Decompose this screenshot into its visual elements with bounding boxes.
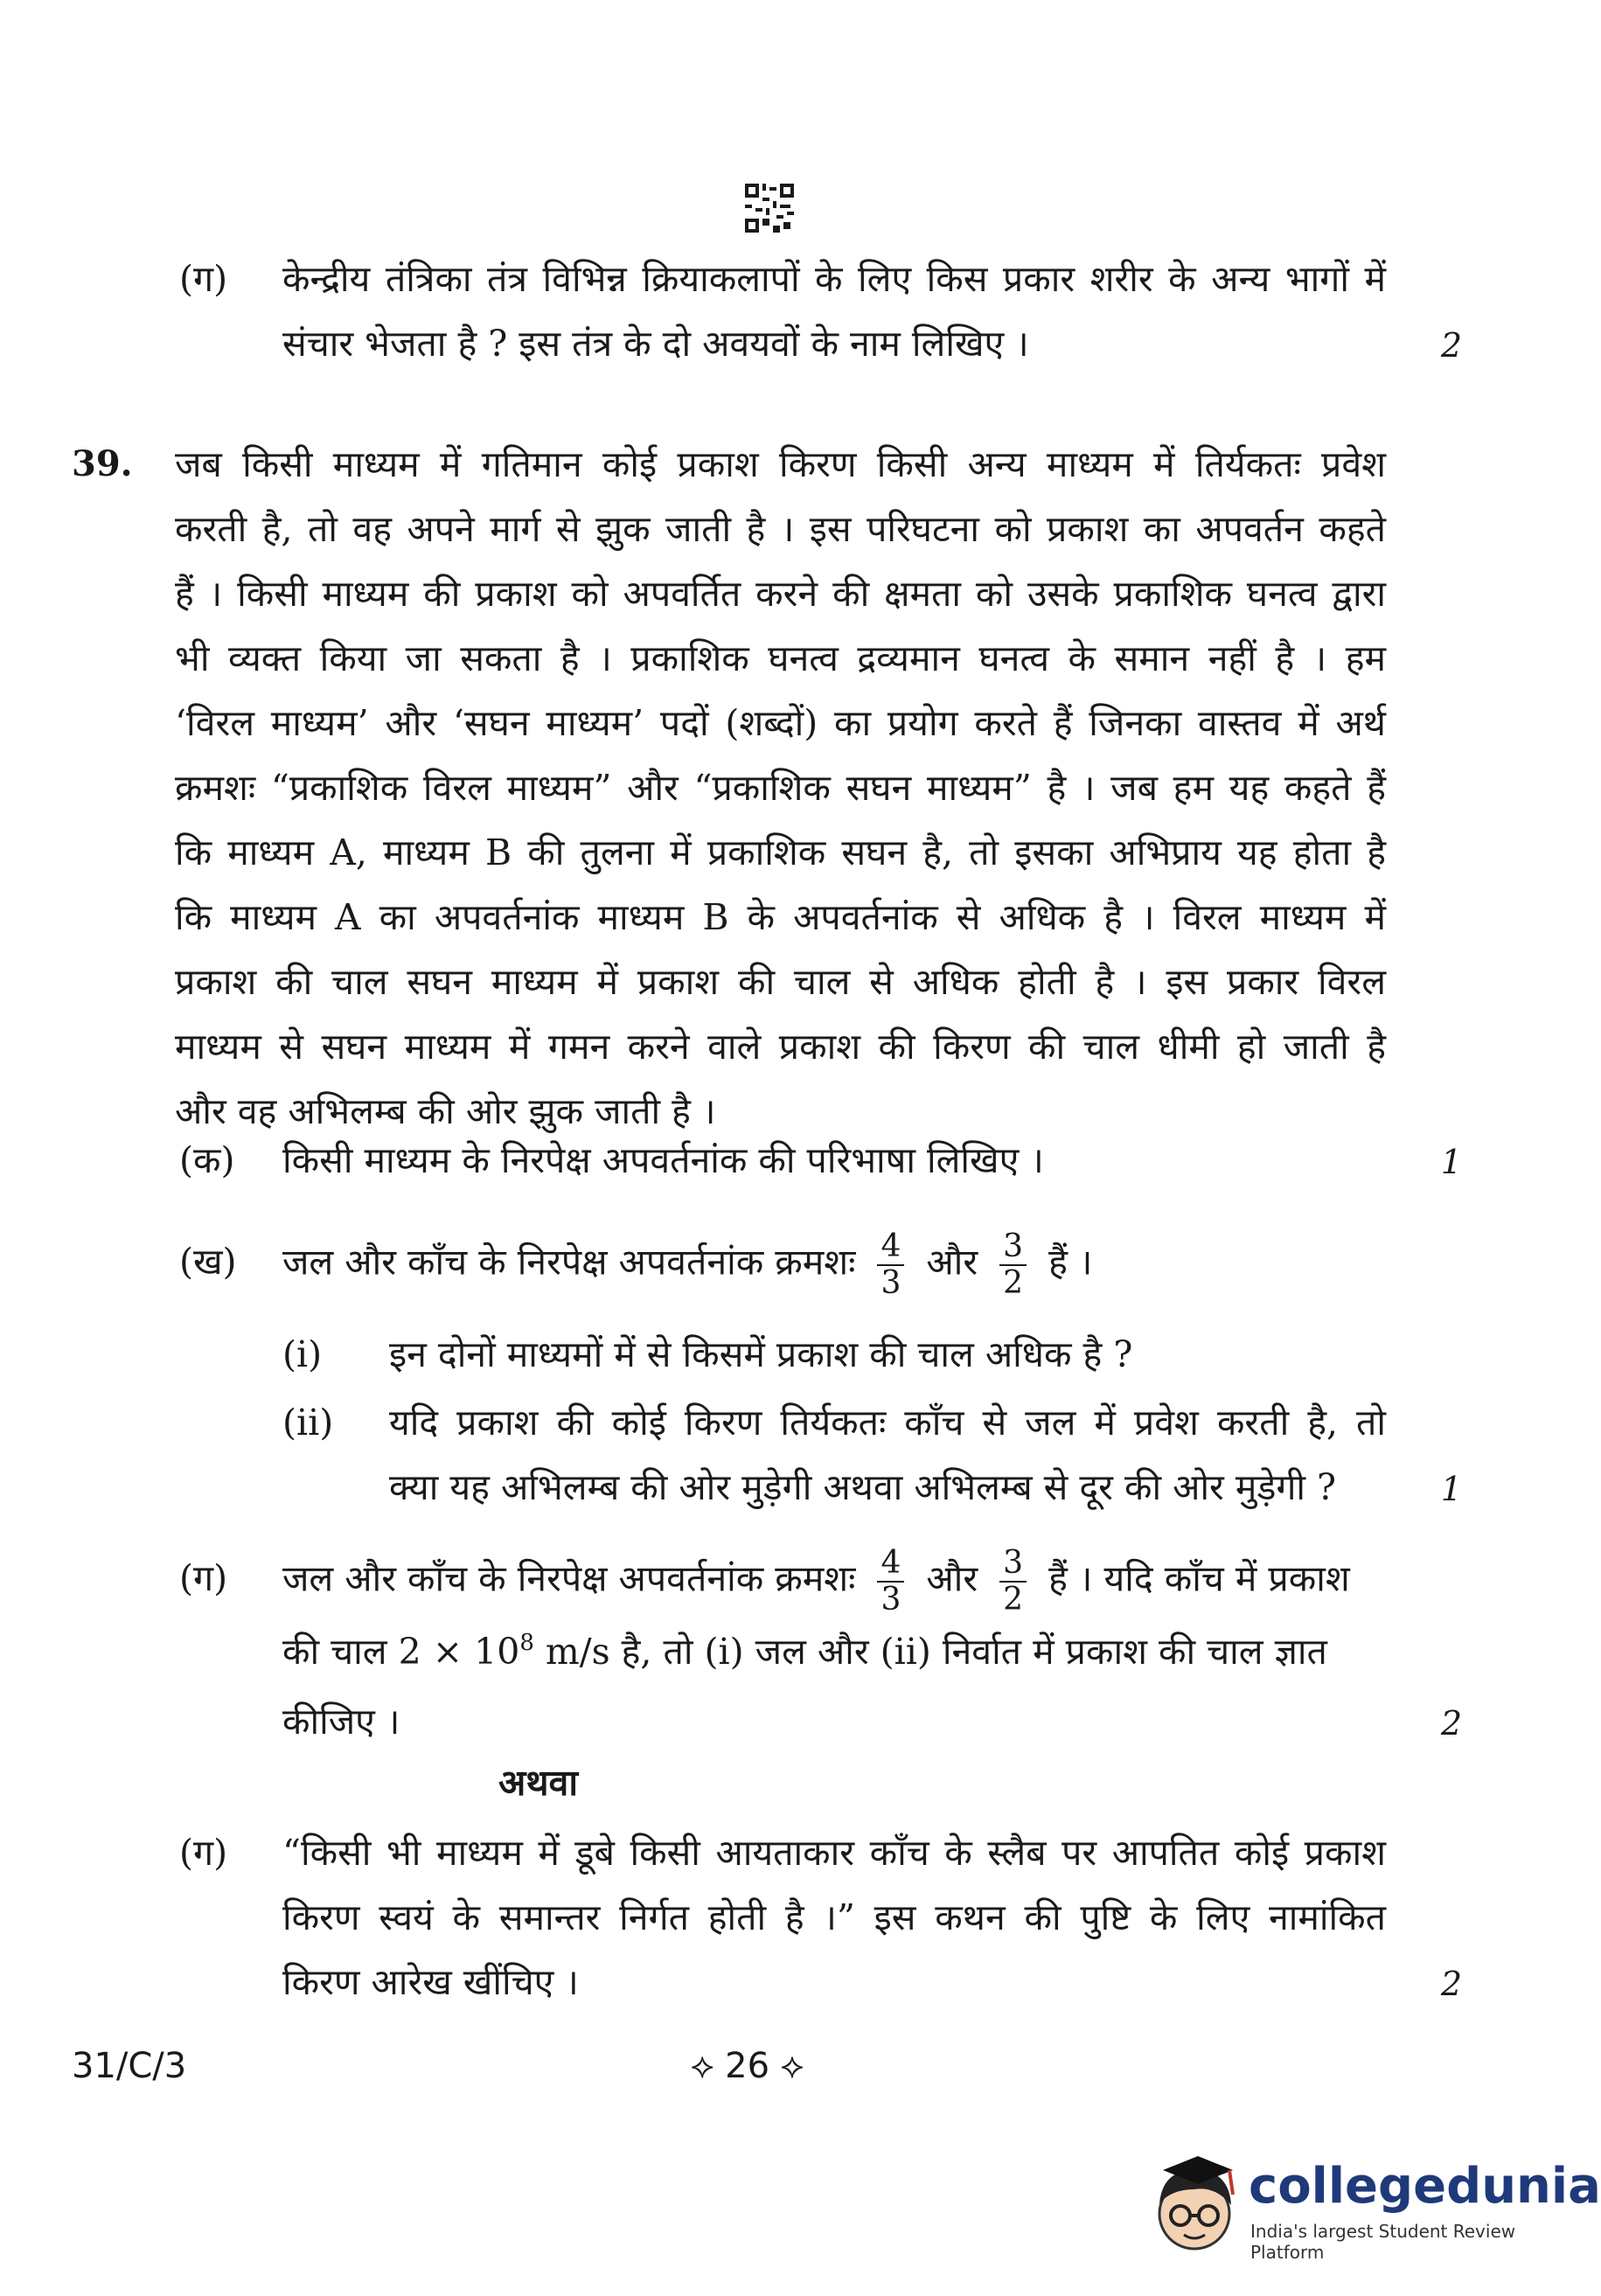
qr-code-icon xyxy=(745,184,794,233)
passage-line: क्रमशः “प्रकाशिक विरल माध्यम” और “प्रकाशिक सघन माध्यम” है । जब हम यह कहते हैं xyxy=(175,767,1386,809)
part-kha-label: (ख) xyxy=(179,1241,237,1283)
passage-line: भी व्यक्त किया जा सकता है । प्रकाशिक घनत्व द्रव्यमान घनत्व के समान नहीं है । हम xyxy=(175,637,1386,679)
collegedunia-logo xyxy=(1145,2151,1601,2265)
q39-passage xyxy=(175,432,1386,1144)
part-kha-text-pre: जल और काँच के निरपेक्ष अपवर्तनांक क्रमशः xyxy=(282,1241,856,1284)
passage-line: कि माध्यम A का अपवर्तनांक माध्यम B के अपवर्तनांक से अधिक है । विरल माध्यम में xyxy=(175,896,1386,938)
passage-line: जब किसी माध्यम में गतिमान कोई प्रकाश किरण किसी अन्य माध्यम में तिर्यकतः प्रवेश xyxy=(175,443,1386,485)
part-ga-marks: 2 xyxy=(1440,1704,1462,1743)
sub-ii-line-2: क्या यह अभिलम्ब की ओर मुड़ेगी अथवा अभिलम्ब से दूर की ओर मुड़ेगी ? xyxy=(389,1466,1337,1508)
part-ga-alt-line-3: किरण आरेख खींचिए । xyxy=(282,1961,579,2003)
fraction-glass xyxy=(999,1229,1027,1301)
mascot-icon xyxy=(1145,2151,1243,2265)
part-ga-alt-line-2: किरण स्वयं के समान्तर निर्गत होती है ।” इस कथन की पुष्टि के लिए नामांकित xyxy=(282,1896,1386,1938)
page-number: ⟡ 26 ⟡ xyxy=(691,2046,804,2086)
brand-name: collegedunia xyxy=(1249,2158,1601,2215)
fraction-numerator: 3 xyxy=(999,1546,1027,1583)
fraction-denominator: 3 xyxy=(881,1582,901,1618)
part-kha-marks: 1 xyxy=(1440,1470,1462,1508)
fraction-numerator: 3 xyxy=(999,1229,1027,1266)
or-separator: अथवा xyxy=(498,1762,578,1804)
paper-code: 31/C/3 xyxy=(72,2046,187,2086)
speed-text-post: m/s है, तो (i) जल और (ii) निर्वात में प्रकाश की चाल ज्ञात xyxy=(533,1631,1327,1673)
sub-i-text: इन दोनों माध्यमों में से किसमें प्रकाश की चाल अधिक है ? xyxy=(389,1333,1133,1375)
part-ka-marks: 1 xyxy=(1440,1143,1462,1181)
conjunction: और xyxy=(926,1241,978,1284)
brand-tagline: India's largest Student Review Platform xyxy=(1250,2221,1516,2263)
part-ga-alt-line-1: “किसी भी माध्यम में डूबे किसी आयताकार काँच के स्लैब पर आपतित कोई प्रकाश xyxy=(282,1832,1386,1874)
q38-line-2: संचार भेजता है ? इस तंत्र के दो अवयवों के नाम लिखिए । xyxy=(282,323,1029,365)
part-kha-text-post: हैं । xyxy=(1048,1241,1093,1284)
part-ga-alt-marks: 2 xyxy=(1440,1965,1462,2003)
part-ga-line-2 xyxy=(282,1619,1386,1684)
sub-ii-line-1: यदि प्रकाश की कोई किरण तिर्यकतः काँच से जल में प्रवेश करती है, तो xyxy=(389,1402,1386,1444)
part-ga-text-post: हैं । यदि काँच में प्रकाश xyxy=(1048,1557,1350,1600)
sub-ii-label: (ii) xyxy=(282,1402,334,1444)
q38-part-label: (ग) xyxy=(179,258,228,300)
passage-line: माध्यम से सघन माध्यम में गमन करने वाले प्रकाश की किरण की चाल धीमी हो जाती है xyxy=(175,1026,1386,1068)
part-ga-label: (ग) xyxy=(179,1557,228,1599)
fraction-denominator: 3 xyxy=(881,1265,901,1301)
fraction-water xyxy=(877,1229,904,1301)
part-ga-text-pre: जल और काँच के निरपेक्ष अपवर्तनांक क्रमशः xyxy=(282,1557,856,1600)
fraction-denominator: 2 xyxy=(1003,1265,1024,1301)
fraction-glass xyxy=(999,1546,1027,1618)
passage-line: प्रकाश की चाल सघन माध्यम में प्रकाश की चाल से अधिक होती है । इस प्रकार विरल xyxy=(175,961,1386,1003)
part-ka-label: (क) xyxy=(179,1139,235,1181)
question-number: 39. xyxy=(72,443,133,484)
passage-line: और वह अभिलम्ब की ओर झुक जाती है । xyxy=(175,1090,716,1132)
speed-text-pre: की चाल 2 × 10 xyxy=(282,1631,520,1673)
conjunction: और xyxy=(926,1557,978,1600)
sub-i-label: (i) xyxy=(282,1333,323,1375)
exponent: 8 xyxy=(519,1630,534,1656)
passage-line: करती है, तो वह अपने मार्ग से झुक जाती है । इस परिघटना को प्रकाश का अपवर्तन कहते xyxy=(175,508,1386,550)
passage-line: हैं । किसी माध्यम की प्रकाश को अपवर्तित करने की क्षमता को उसके प्रकाशिक घनत्व द्वारा xyxy=(175,573,1386,615)
part-ga-line-3: कीजिए । xyxy=(282,1701,400,1743)
passage-line: ‘विरल माध्यम’ और ‘सघन माध्यम’ पदों (शब्दों) का प्रयोग करते हैं जिनका वास्तव में अर्थ xyxy=(175,702,1386,744)
passage-line: कि माध्यम A, माध्यम B की तुलना में प्रकाशिक सघन है, तो इसका अभिप्राय यह होता है xyxy=(175,831,1386,873)
part-kha-text xyxy=(282,1229,1092,1301)
q38-line-1: केन्द्रीय तंत्रिका तंत्र विभिन्न क्रियाकलापों के लिए किस प्रकार शरीर के अन्य भागों में xyxy=(282,258,1386,300)
part-ka-text: किसी माध्यम के निरपेक्ष अपवर्तनांक की परिभाषा लिखिए । xyxy=(282,1139,1044,1181)
part-ga-alt-label: (ग) xyxy=(179,1832,228,1874)
q38-marks: 2 xyxy=(1440,326,1462,365)
fraction-water xyxy=(877,1546,904,1618)
fraction-numerator: 4 xyxy=(877,1546,904,1583)
part-ga-line-1 xyxy=(282,1546,1386,1618)
fraction-numerator: 4 xyxy=(877,1229,904,1266)
fraction-denominator: 2 xyxy=(1003,1582,1024,1618)
